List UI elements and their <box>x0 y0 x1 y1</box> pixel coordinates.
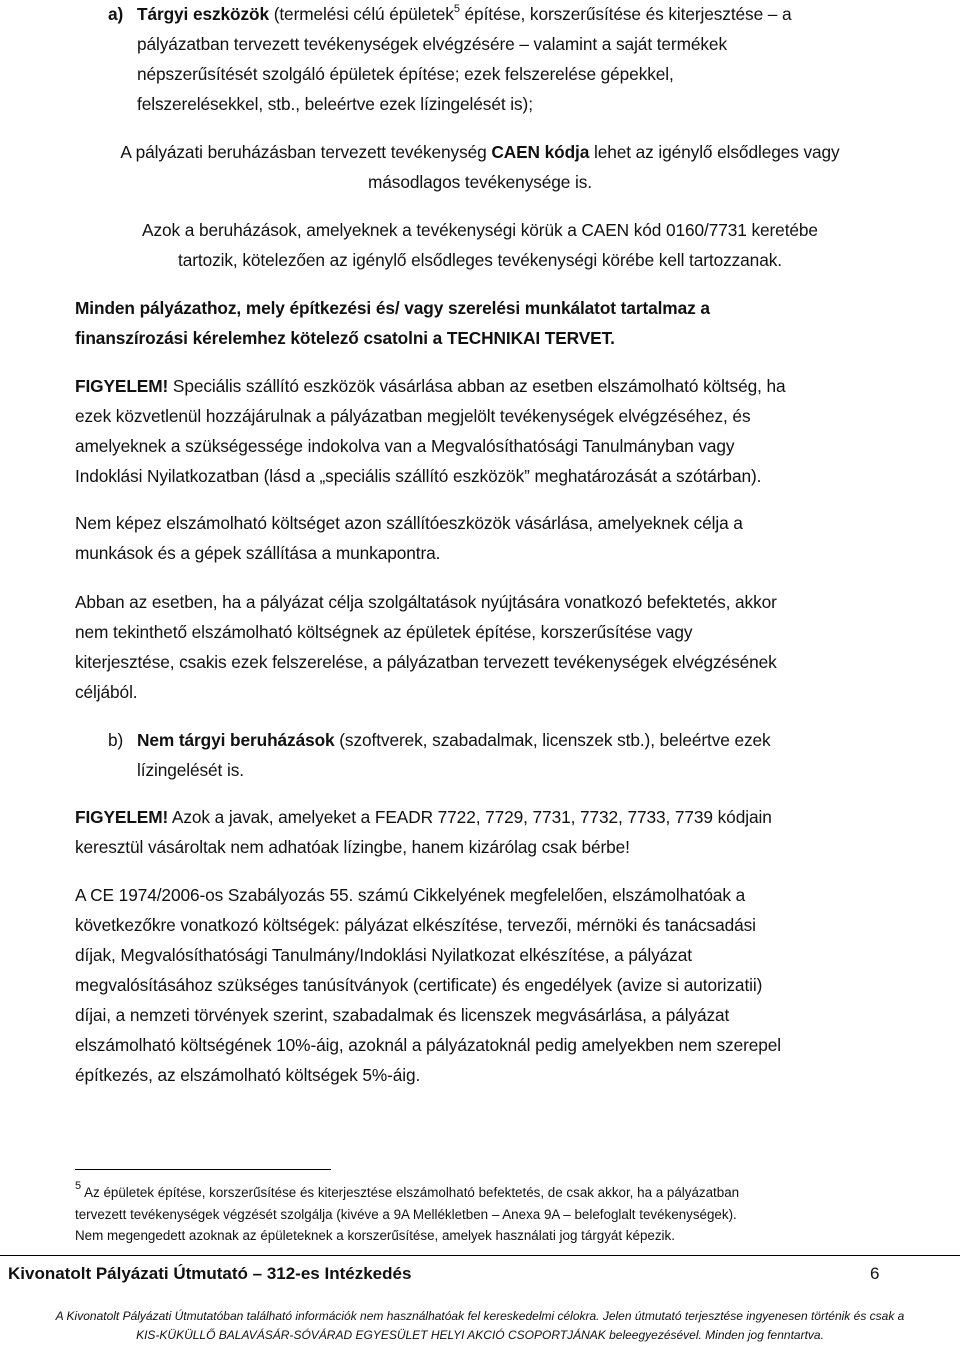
attention2-line-2: keresztül vásároltak nem adhatóak lízingbe, hanem kizárólag csak bérbe! <box>75 837 630 857</box>
footnote-line-2: tervezett tevékenységek végzését szolgálja (kivéve a 9A Mellékletben – Anexa 9A – belefoglalt tevékenységek). <box>75 1207 737 1222</box>
caen-post: lehet az igénylő elsődleges vagy <box>589 142 840 162</box>
footnote-number: 5 <box>75 1180 82 1192</box>
caen-line-1 <box>0 137 960 167</box>
technical-line-1: Minden pályázathoz, mely építkezési és/ vagy szerelési munkálatot tartalmaz a <box>75 298 710 318</box>
disclaimer-line-1: A Kivonatolt Pályázati Útmutatóban található információk nem használhatóak fel kereskedelmi célokra. Jelen útmutató terjesztése ingyenesen történik és csak a <box>55 1309 905 1323</box>
item-b-text: (szoftverek, szabadalmak, licenszek stb.), beleértve ezek <box>334 730 771 750</box>
services-line-2: nem tekinthető elszámolható költségnek az épületek építése, korszerűsítése vagy <box>75 622 693 642</box>
attention1-bold: FIGYELEM! <box>75 376 169 396</box>
regulation-line-1: A CE 1974/2006-os Szabályozás 55. számú Cikkelyének megfelelően, elszámolhatóak a <box>75 885 746 905</box>
item-a-bold: Tárgyi eszközök <box>137 4 269 24</box>
caen2-line-2: tartozik, kötelezően az igénylő elsődleges tevékenységi körébe kell tartozzanak. <box>178 250 782 270</box>
item-a-line-3: népszerűsítését szolgáló épületek építése; ezek felszerelése gépekkel, <box>137 64 674 84</box>
page-number: 6 <box>870 1264 880 1283</box>
attention2-line-1 <box>75 802 772 832</box>
item-a-line-1 <box>137 0 792 29</box>
caen2-line-1: Azok a beruházások, amelyeknek a tevékenységi körük a CAEN kód 0160/7731 keretébe <box>142 220 818 240</box>
item-b-line-1 <box>137 725 771 755</box>
item-a-line-4: felszerelésekkel, stb., beleértve ezek lízingelését is); <box>137 94 533 114</box>
caen-line-2: másodlagos tevékenysége is. <box>367 172 592 192</box>
caen-pre: A pályázati beruházásban tervezett tevékenység <box>120 142 492 162</box>
footnote-line-3: Nem megengedett azoknak az épületeknek a korszerűsítése, amelyek használati jog tárgyát képezik. <box>75 1228 675 1243</box>
footer-rule <box>0 1255 960 1256</box>
item-b-line-2: lízingelését is. <box>137 760 244 780</box>
item-a-line-2: pályázatban tervezett tevékenységek elvégzésére – valamint a saját termékek <box>137 34 727 54</box>
item-a-text2: építése, korszerűsítése és kiterjesztése – a <box>459 4 792 24</box>
regulation-line-7: építkezés, az elszámolható költségek 5%-áig. <box>75 1065 421 1085</box>
regulation-line-3: díjak, Megvalósíthatósági Tanulmány/Indoklási Nyilatkozat elkészítése, a pályázat <box>75 945 692 965</box>
attention1-text: Speciális szállító eszközök vásárlása abban az esetben elszámolható költség, ha <box>168 376 786 396</box>
item-b-bold: Nem tárgyi beruházások <box>137 730 335 750</box>
item-a-text1: (termelési célú épületek <box>269 4 454 24</box>
footnote-separator <box>75 1169 331 1170</box>
regulation-line-6: elszámolható költségének 10%-áig, azoknál a pályázatoknál pedig amelyekben nem szerepel <box>75 1035 782 1055</box>
not-eligible-line-1: Nem képez elszámolható költséget azon szállítóeszközök vásárlása, amelyeknek célja a <box>75 513 743 533</box>
attention1-line-1 <box>75 371 786 401</box>
footnote-ref[interactable]: 5 <box>453 3 460 15</box>
attention1-line-2: ezek közvetlenül hozzájárulnak a pályázatban megjelölt tevékenységek elvégzéséhez, és <box>75 406 751 426</box>
list-marker-b: b) <box>108 730 124 750</box>
regulation-line-4: megvalósításához szükséges tanúsítványok (certificate) és engedélyek (avize si autorizatii) <box>75 975 763 995</box>
footer-title: Kivonatolt Pályázati Útmutató – 312-es Intézkedés <box>8 1264 412 1283</box>
technical-line-2: finanszírozási kérelemhez kötelező csatolni a TECHNIKAI TERVET. <box>75 328 615 348</box>
attention1-line-3: amelyeknek a szükségessége indokolva van a Megvalósíthatósági Tanulmányban vagy <box>75 436 735 456</box>
list-marker-a: a) <box>108 4 124 24</box>
attention1-line-4: Indoklási Nyilatkozatban (lásd a „speciális szállító eszközök” meghatározását a szótárban). <box>75 466 762 486</box>
footnote-line-1 <box>75 1182 739 1203</box>
attention2-bold: FIGYELEM! <box>75 807 169 827</box>
services-line-4: céljából. <box>75 682 138 702</box>
not-eligible-line-2: munkások és a gépek szállítása a munkapontra. <box>75 543 441 563</box>
disclaimer-line-2: KIS-KÜKÜLLŐ BALAVÁSÁR-SÓVÁRAD EGYESÜLET HELYI AKCIÓ CSOPORTJÁNAK beleegyezésével. Minden jog fenntartva. <box>136 1328 824 1342</box>
attention2-text: Azok a javak, amelyeket a FEADR 7722, 7729, 7731, 7732, 7733, 7739 kódjain <box>168 807 772 827</box>
services-line-1: Abban az esetben, ha a pályázat célja szolgáltatások nyújtására vonatkozó befektetés, akkor <box>75 592 777 612</box>
caen-bold: CAEN kódja <box>491 142 590 162</box>
regulation-line-5: díjai, a nemzeti törvények szerint, szabadalmak és licenszek megvásárlása, a pályázat <box>75 1005 730 1025</box>
services-line-3: kiterjesztése, csakis ezek felszerelése, a pályázatban tervezett tevékenységek elvégzésének <box>75 652 777 672</box>
regulation-line-2: következőkre vonatkozó költségek: pályázat elkészítése, tervezői, mérnöki és tanácsadási <box>75 915 756 935</box>
footnote-text-1: Az épületek építése, korszerűsítése és kiterjesztése elszámolható befektetés, de csak akkor, ha a pályázatban <box>81 1185 740 1200</box>
